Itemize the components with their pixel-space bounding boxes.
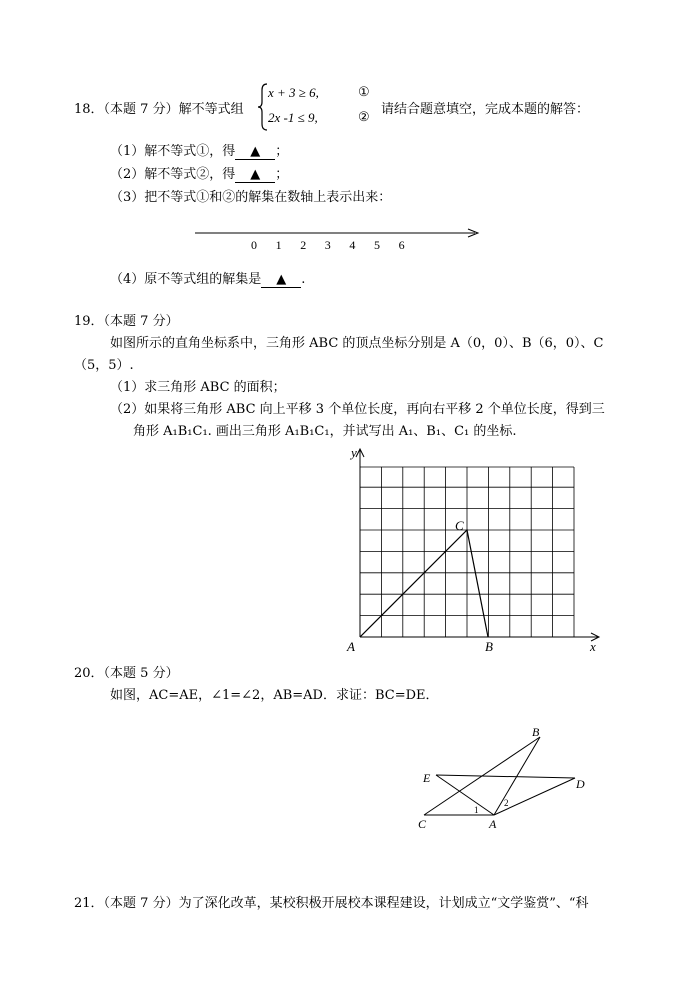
angle-2-label: 2 [504,798,509,808]
geometry-figure [410,722,595,834]
answer-blank-4[interactable]: ▲ [261,273,301,288]
coordinate-grid [340,445,610,660]
number-line-tick-0: 0 [251,238,257,252]
point-b-label: B [485,639,493,654]
number-line [190,222,485,252]
label-circle-2: ② [358,110,370,125]
q18-step-4-text: （4）原不等式组的解集是 [110,272,262,287]
semicolon-2: ； [275,167,289,182]
number-line-tick-5: 5 [374,238,380,252]
answer-blank-2[interactable]: ▲ [235,168,275,183]
q19-step-2b: 角形 A₁B₁C₁. 画出三角形 A₁B₁C₁，并试写出 A₁、B₁、C₁ 的坐标. [133,424,517,439]
q19-line-1: 如图所示的直角坐标系中，三角形 ABC 的顶点坐标分别是 A（0，0）、B（6，0）、C [110,336,604,351]
inequality-2: 2x -1 ≤ 9, [268,110,318,125]
q19-step-2a: （2）如果将三角形 ABC 向上平移 3 个单位长度，再向右平移 2 个单位长度，得到三 [110,402,605,417]
q18-step-4 [110,268,305,288]
q18-step-3: （3）把不等式①和②的解集在数轴上表示出来： [110,190,392,205]
y-axis-label: y [351,445,357,460]
answer-blank-1[interactable]: ▲ [235,145,275,160]
point-e: E [423,771,431,785]
q20-title: 20．（本题 5 分） [74,666,179,681]
x-axis-label: x [590,639,596,654]
q18-step-1 [110,140,288,160]
q18-step-2-text: （2）解不等式②，得 [110,167,236,182]
point-a-label: A [347,639,355,654]
semicolon-1: ； [275,144,289,159]
inequality-1: x + 3 ≥ 6, [268,85,319,100]
number-line-tick-2: 2 [300,238,307,252]
point-d: D [576,777,585,791]
number-line-tick-6: 6 [398,238,405,252]
q20-line-1: 如图，AC=AE，∠1=∠2，AB=AD．求证：BC=DE． [110,688,439,703]
q21-line-1: 21．（本题 7 分）为了深化改革，某校积极开展校本课程建设，计划成立“文学鉴赏”、“科 [74,896,589,911]
label-circle-1: ① [358,85,370,100]
period-4: . [301,272,306,287]
q18-prefix: 18．（本题 7 分）解不等式组 [74,102,244,117]
q19-step-1: （1）求三角形 ABC 的面积； [110,380,286,395]
number-line-tick-3: 3 [324,238,331,252]
q18-suffix: 请结合题意填空，完成本题的解答： [381,102,590,117]
q18-step-2 [110,163,288,183]
point-c: C [418,817,427,831]
point-c-label: C [455,518,464,533]
point-a: A [489,817,497,831]
number-line-tick-4: 4 [349,238,356,252]
angle-1-label: 1 [474,805,479,815]
number-line-tick-1: 1 [275,238,282,252]
point-b: B [532,725,540,739]
q19-title: 19．（本题 7 分） [74,314,179,329]
q19-line-2: （5，5）. [74,358,134,373]
q18-step-1-text: （1）解不等式①，得 [110,144,236,159]
